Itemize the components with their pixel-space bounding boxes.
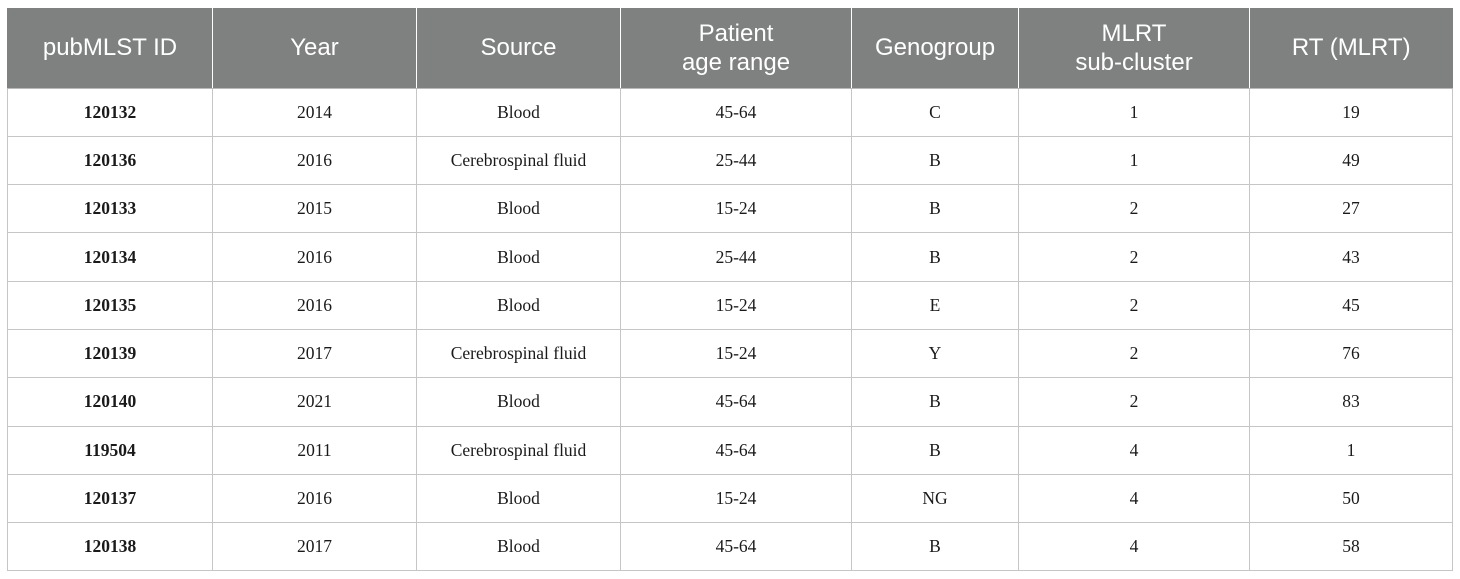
cell-rt-mlrt: 49 <box>1250 136 1453 184</box>
cell-mlrt-sub-cluster: 4 <box>1019 426 1250 474</box>
cell-year: 2011 <box>213 426 417 474</box>
cell-year: 2014 <box>213 88 417 136</box>
cell-mlrt-sub-cluster: 4 <box>1019 474 1250 522</box>
header-source <box>417 8 621 88</box>
cell-rt-mlrt: 45 <box>1250 281 1453 329</box>
cell-source: Blood <box>417 233 621 281</box>
header-mlrt-sub-cluster <box>1019 8 1250 88</box>
cell-year: 2017 <box>213 523 417 571</box>
cell-genogroup: E <box>852 281 1019 329</box>
cell-year: 2016 <box>213 136 417 184</box>
cell-pubmlst-id: 119504 <box>8 426 213 474</box>
header-row <box>8 8 1453 88</box>
isolates-table-container <box>7 8 1452 571</box>
cell-age-range: 25-44 <box>621 233 852 281</box>
cell-mlrt-sub-cluster: 1 <box>1019 88 1250 136</box>
cell-source: Cerebrospinal fluid <box>417 426 621 474</box>
cell-source: Blood <box>417 474 621 522</box>
header-mlrt-sub-cluster-line1: MLRT <box>1101 19 1167 47</box>
cell-age-range: 45-64 <box>621 523 852 571</box>
cell-year: 2016 <box>213 474 417 522</box>
cell-source: Blood <box>417 88 621 136</box>
cell-mlrt-sub-cluster: 4 <box>1019 523 1250 571</box>
isolates-table <box>7 8 1453 571</box>
cell-age-range: 45-64 <box>621 378 852 426</box>
header-patient-age-range-line1: Patient <box>698 19 774 47</box>
table-row <box>8 88 1453 136</box>
header-rt-mlrt <box>1250 8 1453 88</box>
table-row <box>8 233 1453 281</box>
cell-year: 2016 <box>213 233 417 281</box>
cell-pubmlst-id: 120139 <box>8 329 213 377</box>
table-row <box>8 378 1453 426</box>
cell-genogroup: B <box>852 378 1019 426</box>
cell-mlrt-sub-cluster: 2 <box>1019 281 1250 329</box>
cell-year: 2021 <box>213 378 417 426</box>
cell-mlrt-sub-cluster: 2 <box>1019 378 1250 426</box>
header-source-label: Source <box>480 34 557 62</box>
cell-genogroup: Y <box>852 329 1019 377</box>
cell-age-range: 15-24 <box>621 329 852 377</box>
cell-year: 2017 <box>213 329 417 377</box>
cell-age-range: 45-64 <box>621 426 852 474</box>
table-header <box>8 8 1453 88</box>
header-year-label: Year <box>290 34 339 62</box>
cell-pubmlst-id: 120135 <box>8 281 213 329</box>
table-row <box>8 474 1453 522</box>
cell-source: Blood <box>417 281 621 329</box>
cell-rt-mlrt: 50 <box>1250 474 1453 522</box>
cell-mlrt-sub-cluster: 2 <box>1019 185 1250 233</box>
cell-pubmlst-id: 120133 <box>8 185 213 233</box>
cell-genogroup: NG <box>852 474 1019 522</box>
cell-rt-mlrt: 27 <box>1250 185 1453 233</box>
header-pubmlst-id <box>8 8 213 88</box>
cell-age-range: 25-44 <box>621 136 852 184</box>
cell-source: Cerebrospinal fluid <box>417 136 621 184</box>
cell-source: Cerebrospinal fluid <box>417 329 621 377</box>
cell-source: Blood <box>417 185 621 233</box>
header-patient-age-range-line2: age range <box>681 48 791 76</box>
table-row <box>8 136 1453 184</box>
cell-rt-mlrt: 58 <box>1250 523 1453 571</box>
cell-source: Blood <box>417 378 621 426</box>
table-row <box>8 523 1453 571</box>
cell-age-range: 15-24 <box>621 474 852 522</box>
cell-age-range: 15-24 <box>621 281 852 329</box>
table-row <box>8 185 1453 233</box>
cell-pubmlst-id: 120136 <box>8 136 213 184</box>
table-row <box>8 426 1453 474</box>
cell-rt-mlrt: 43 <box>1250 233 1453 281</box>
cell-mlrt-sub-cluster: 1 <box>1019 136 1250 184</box>
cell-genogroup: B <box>852 523 1019 571</box>
header-mlrt-sub-cluster-line2: sub-cluster <box>1075 48 1193 76</box>
cell-rt-mlrt: 76 <box>1250 329 1453 377</box>
cell-genogroup: C <box>852 88 1019 136</box>
cell-mlrt-sub-cluster: 2 <box>1019 233 1250 281</box>
cell-pubmlst-id: 120140 <box>8 378 213 426</box>
cell-age-range: 15-24 <box>621 185 852 233</box>
header-pubmlst-id-label: pubMLST ID <box>42 34 178 62</box>
cell-genogroup: B <box>852 426 1019 474</box>
header-genogroup-label: Genogroup <box>874 34 996 62</box>
cell-age-range: 45-64 <box>621 88 852 136</box>
cell-pubmlst-id: 120134 <box>8 233 213 281</box>
cell-rt-mlrt: 1 <box>1250 426 1453 474</box>
header-rt-mlrt-label: RT (MLRT) <box>1291 34 1411 62</box>
cell-pubmlst-id: 120132 <box>8 88 213 136</box>
cell-source: Blood <box>417 523 621 571</box>
cell-pubmlst-id: 120137 <box>8 474 213 522</box>
header-patient-age-range <box>621 8 852 88</box>
table-row <box>8 329 1453 377</box>
cell-pubmlst-id: 120138 <box>8 523 213 571</box>
table-body <box>8 88 1453 571</box>
table-row <box>8 281 1453 329</box>
cell-genogroup: B <box>852 233 1019 281</box>
header-genogroup <box>852 8 1019 88</box>
cell-year: 2015 <box>213 185 417 233</box>
cell-year: 2016 <box>213 281 417 329</box>
cell-rt-mlrt: 19 <box>1250 88 1453 136</box>
header-year <box>213 8 417 88</box>
cell-genogroup: B <box>852 136 1019 184</box>
cell-rt-mlrt: 83 <box>1250 378 1453 426</box>
cell-genogroup: B <box>852 185 1019 233</box>
cell-mlrt-sub-cluster: 2 <box>1019 329 1250 377</box>
